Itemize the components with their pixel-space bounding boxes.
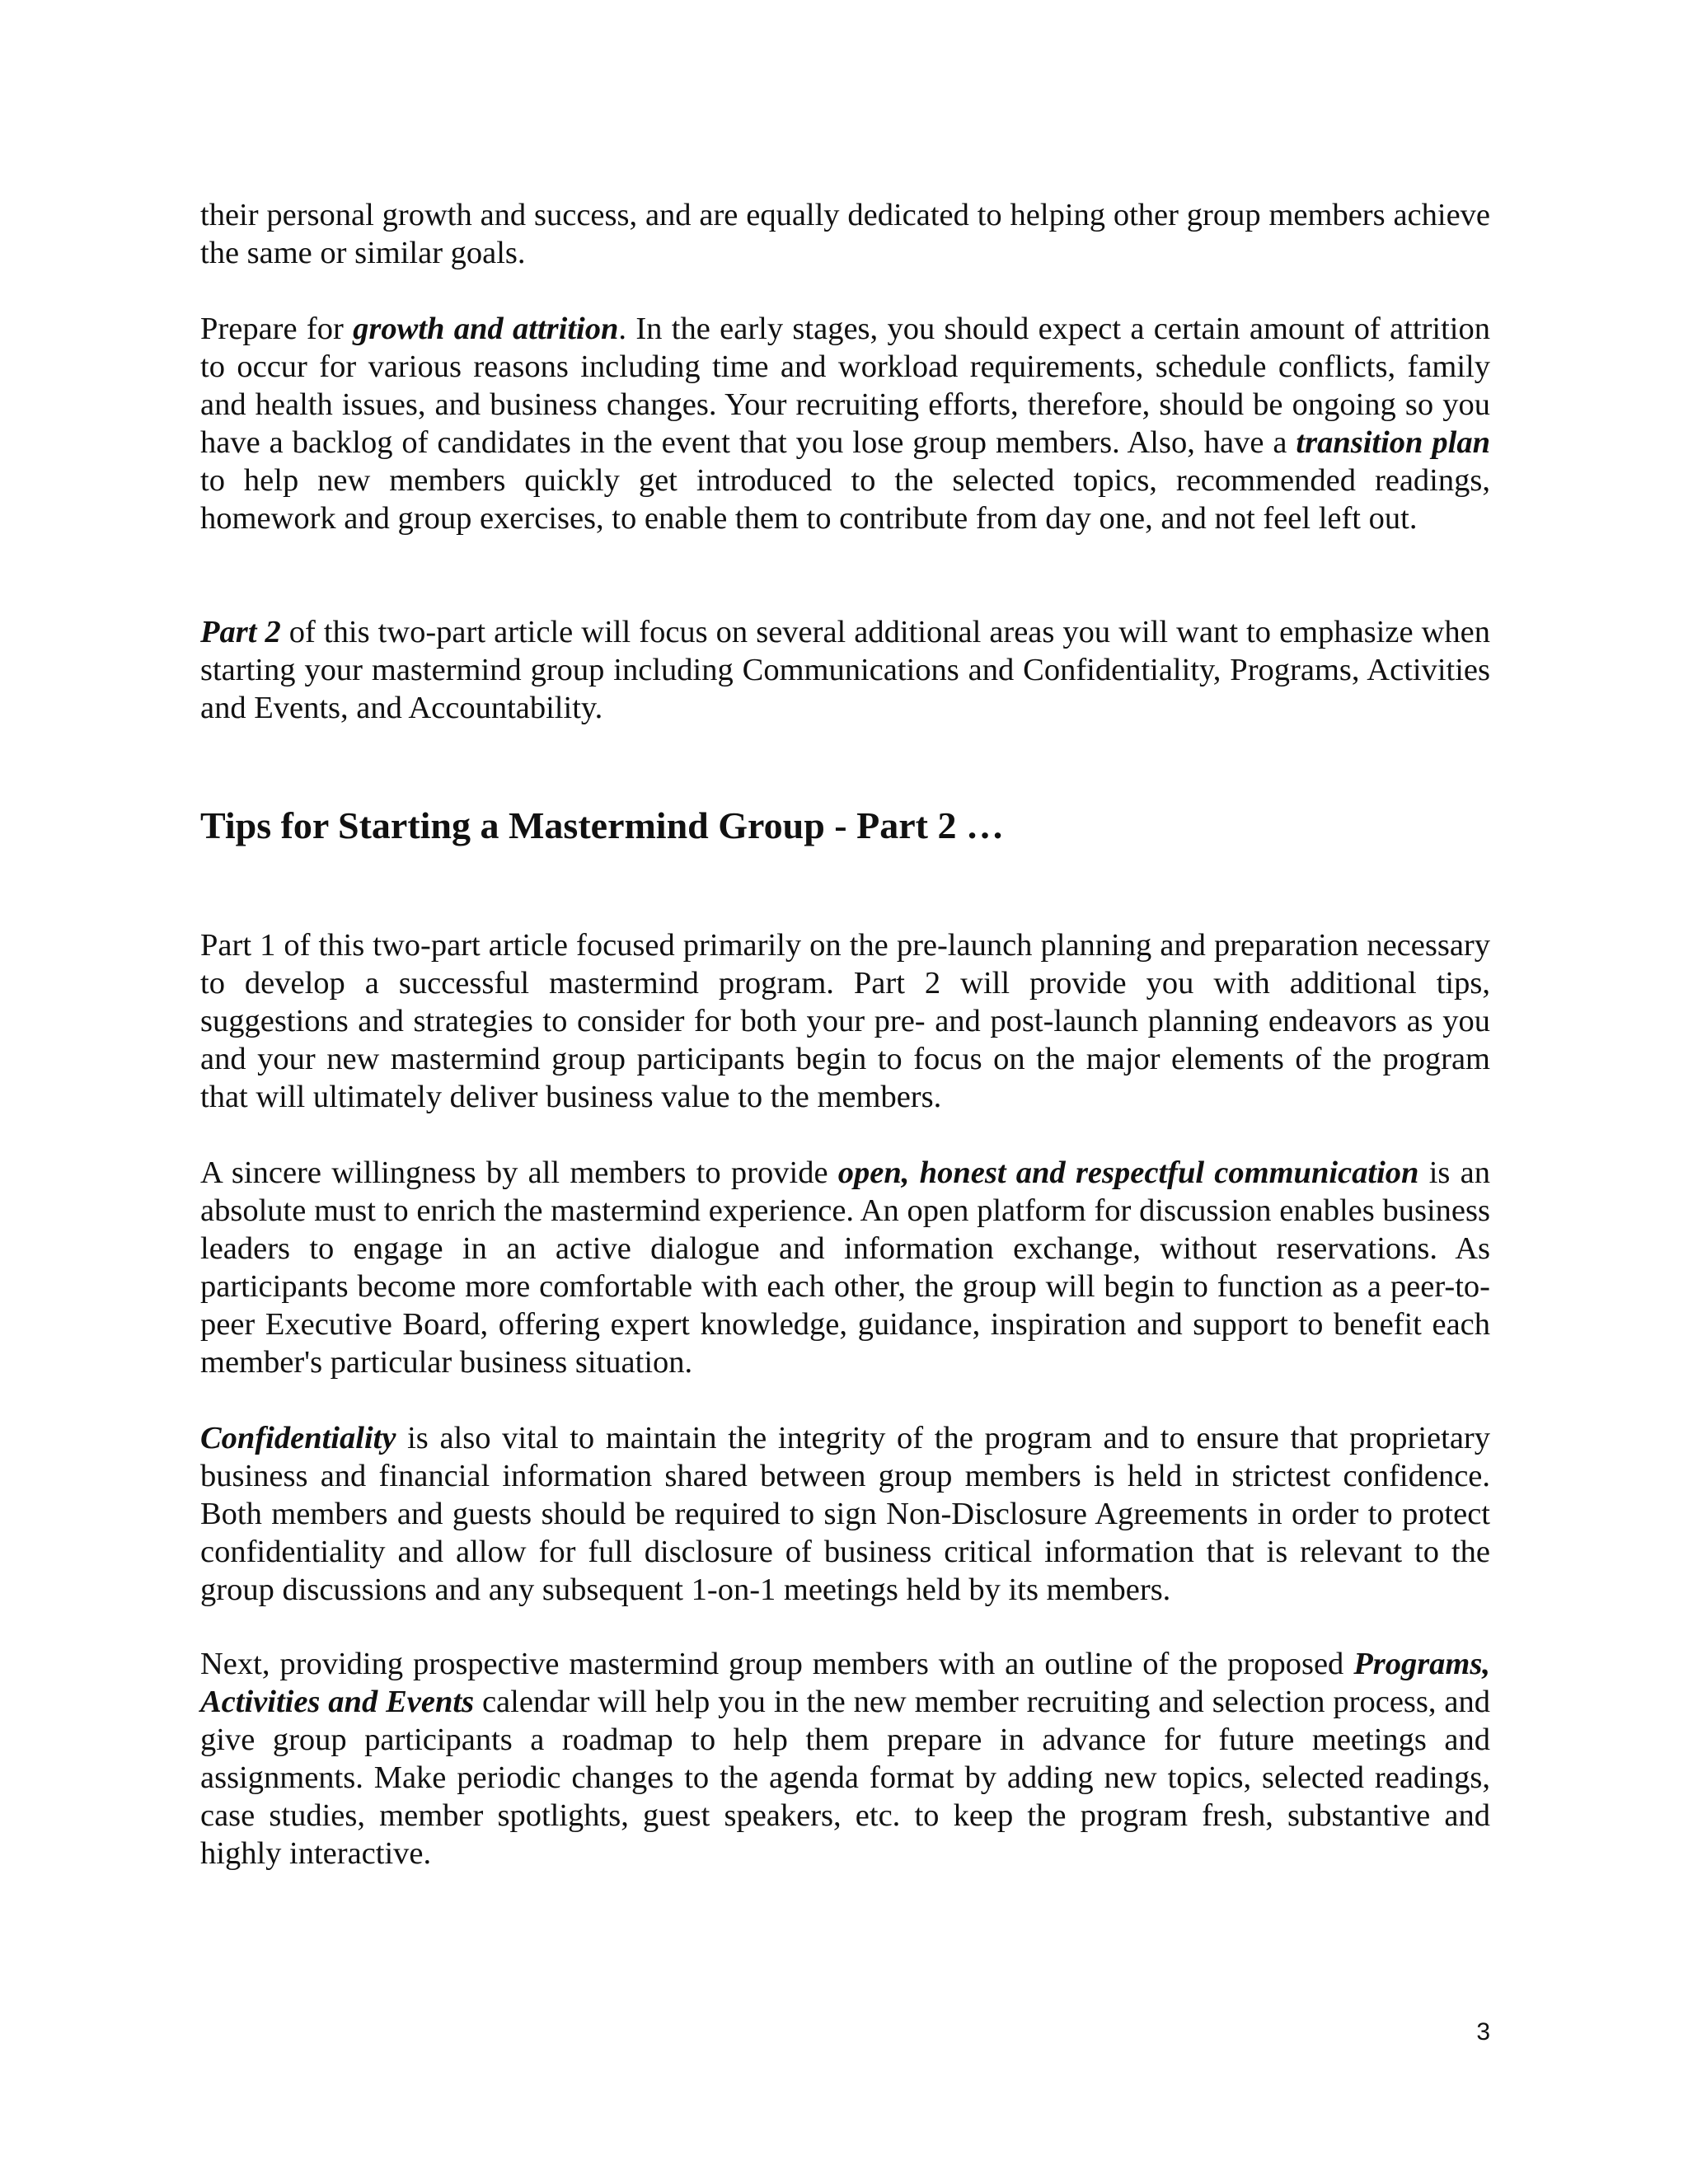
emphasis-part-2: Part 2	[200, 615, 281, 649]
paragraph-text	[200, 1645, 1490, 1872]
paragraph-continuation	[200, 196, 1490, 272]
text-run: calendar will help you in the new member recruiting and selection process, and give group participants a roadmap to help them prepare in advance for future meetings and assignments. Make periodic changes to the agenda format by adding new topics, selected readings, case studies, member spotlights, guest speakers, etc. to keep the program fresh, substantive and highly interactive.	[200, 1685, 1490, 1871]
emphasis-confidentiality: Confidentiality	[200, 1421, 396, 1455]
paragraph-text	[200, 310, 1490, 537]
paragraph-text	[200, 1154, 1490, 1381]
emphasis-open-honest-communication: open, honest and respectful communication	[837, 1155, 1419, 1190]
text-run: . In the early stages, you should expect a certain amount of attrition to occur for various reasons including time and workload requirements, schedule conflicts, family and health issues, and business changes. Your recruiting efforts, therefore, should be ongoing so you have a backlog of candidates in the event that you lose group members. Also, have a	[200, 312, 1490, 460]
emphasis-programs-activities-events: Programs, Activities and Events	[200, 1647, 1490, 1719]
section-heading-block	[200, 803, 1490, 849]
text-run: A sincere willingness by all members to provide	[200, 1155, 838, 1190]
text-run: is an absolute must to enrich the mastermind experience. An open platform for discussion enables business leaders to engage in an active dialogue and information exchange, without reservations. As participants become more comfortable with each other, the group will begin to function as a peer-to-peer Executive Board, offering expert knowledge, guidance, inspiration and support to benefit each member's particular business situation.	[200, 1155, 1490, 1380]
paragraph-text	[200, 1419, 1490, 1609]
paragraph-text: Part 1 of this two-part article focused primarily on the pre-launch planning and preparation necessary to develop a successful mastermind program. Part 2 will provide you with additional tips, suggestions and strategies to consider for both your pre- and post-launch planning endeavors as you and your new mastermind group participants begin to focus on the major elements of the program that will ultimately deliver business value to the members.	[200, 928, 1490, 1114]
text-run: to help new members quickly get introduced to the selected topics, recommended readings, homework and group exercises, to enable them to contribute from day one, and not feel left out.	[200, 463, 1490, 536]
emphasis-growth-and-attrition: growth and attrition	[353, 312, 619, 346]
text-run: Prepare for	[200, 312, 354, 346]
paragraph-part1-summary	[200, 926, 1490, 1116]
text-run: Next, providing prospective mastermind group members with an outline of the proposed	[200, 1647, 1354, 1681]
paragraph-programs-activities-events	[200, 1645, 1490, 1872]
emphasis-transition-plan: transition plan	[1296, 425, 1490, 460]
paragraph-confidentiality	[200, 1419, 1490, 1609]
text-run: is also vital to maintain the integrity of the program and to ensure that proprietary business and financial information shared between group members is held in strictest confidence. Both members and guests should be required to sign Non-Disclosure Agreements in order to protect confidentiality and allow for full disclosure of business critical information that is relevant to the group discussions and any subsequent 1-on-1 meetings held by its members.	[200, 1421, 1490, 1607]
paragraph-part2-intro	[200, 613, 1490, 727]
paragraph-text	[200, 613, 1490, 727]
page-number: 3	[1476, 2018, 1490, 2046]
text-run: of this two-part article will focus on several additional areas you will want to emphasize when starting your mastermind group including Communications and Confidentiality, Programs, Activities and Events, and Accountability.	[200, 615, 1490, 725]
paragraph-text: their personal growth and success, and are equally dedicated to helping other group members achieve the same or similar goals.	[200, 198, 1490, 270]
paragraph-growth-attrition	[200, 310, 1490, 537]
paragraph-communication	[200, 1154, 1490, 1381]
section-title: Tips for Starting a Mastermind Group - Part 2 …	[200, 804, 1004, 846]
